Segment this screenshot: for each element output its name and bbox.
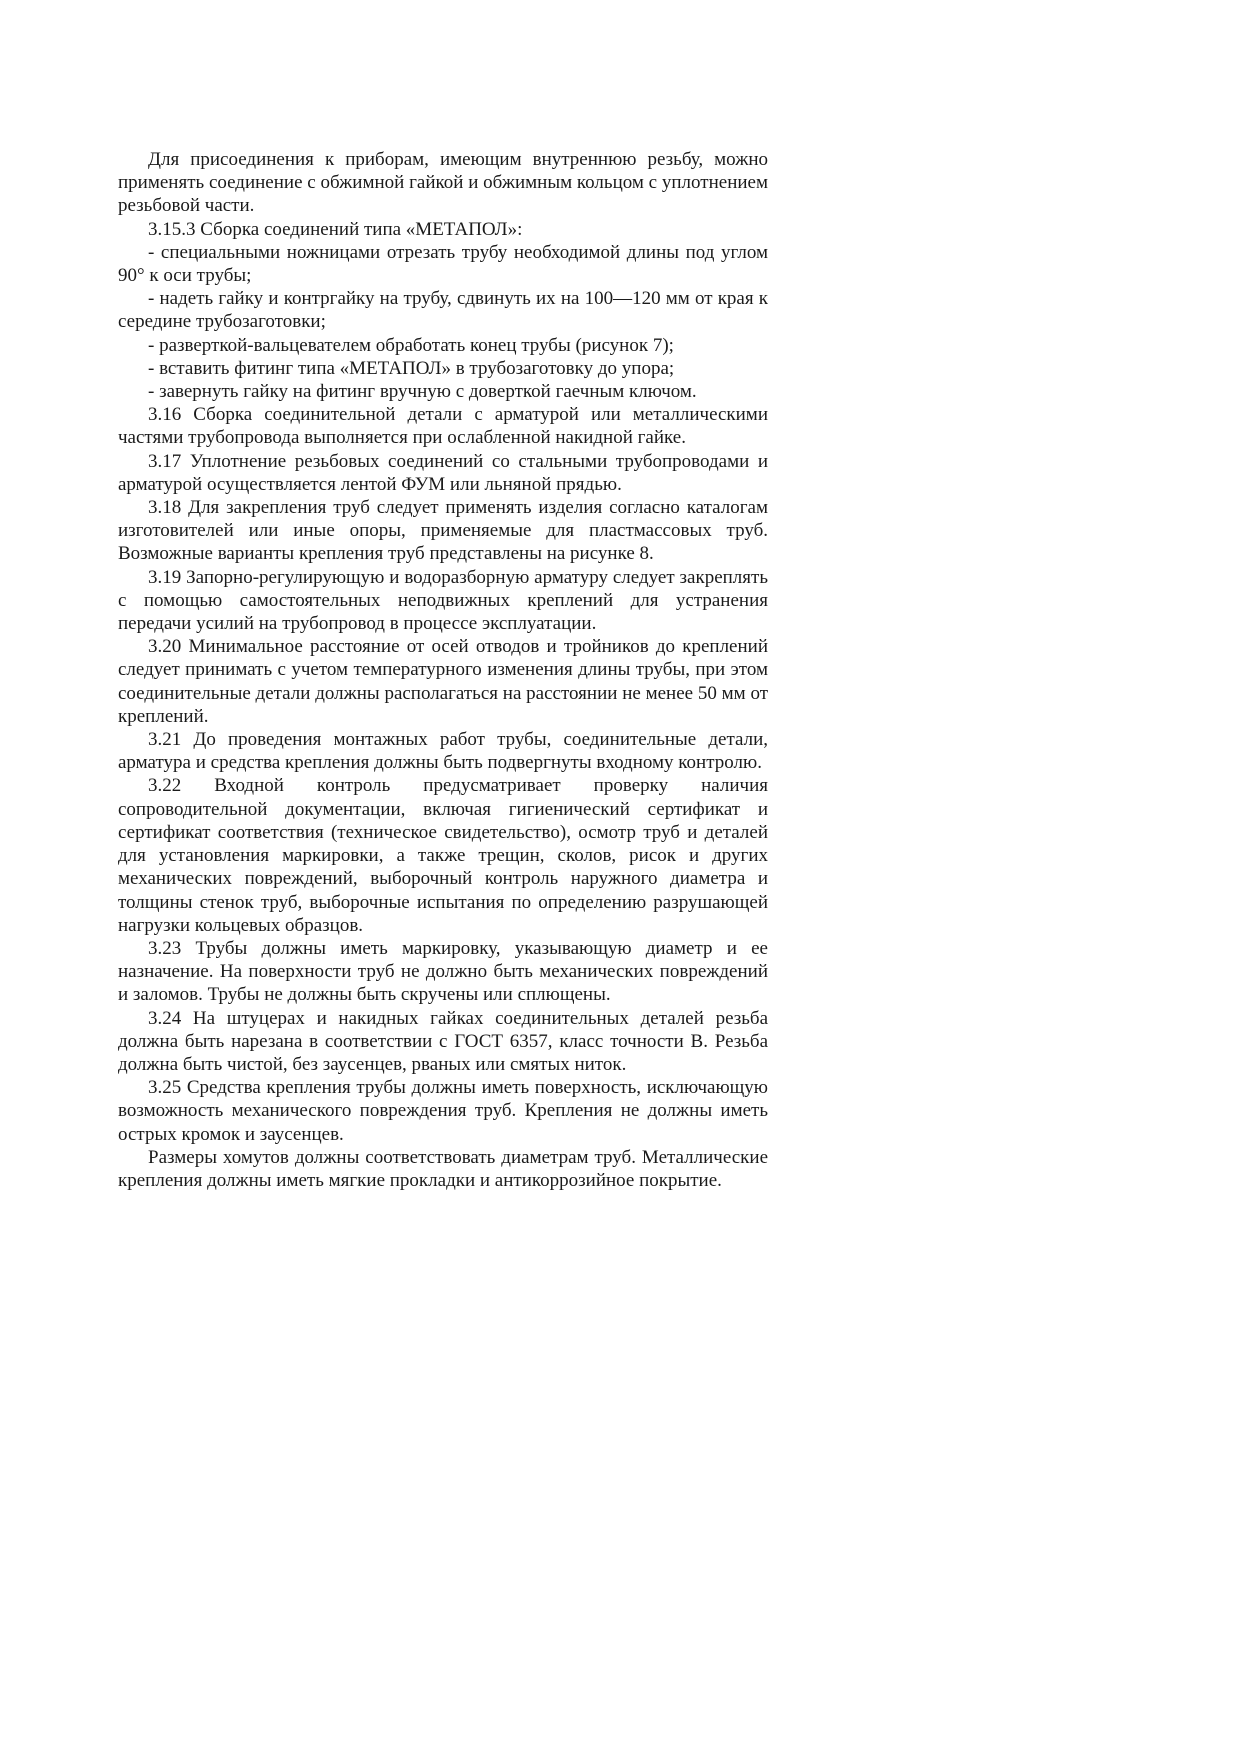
paragraph-3-21: 3.21 До проведения монтажных работ трубы, соединительные детали, арматура и средства крепления должны быть подвергнуты входному контролю. — [118, 729, 768, 774]
paragraph-3-25: 3.25 Средства крепления трубы должны иметь поверхность, исключающую возможность механического повреждения труб. Крепления не должны иметь острых кромок и заусенцев. — [118, 1077, 768, 1145]
list-item-insert-fitting: - вставить фитинг типа «МЕТАПОЛ» в трубозаготовку до упора; — [148, 357, 675, 379]
list-item-cut-pipe: - специальными ножницами отрезать трубу необходимой длины под углом 90° к оси трубы; — [118, 241, 768, 287]
paragraph-clamp-sizes: Размеры хомутов должны соответствовать диаметрам труб. Металлические крепления должны иметь мягкие прокладки и антикоррозийное покрытие. — [118, 1146, 768, 1191]
paragraph-3-20: 3.20 Минимальное расстояние от осей отводов и тройников до креплений следует принимать с учетом температурного изменения длины трубы, при этом соединительные детали должны располагаться на расстоянии не менее 50 мм от креплений. — [118, 636, 768, 727]
paragraph-3-15-3-heading: 3.15.3 Сборка соединений типа «МЕТАПОЛ»: — [148, 218, 523, 240]
paragraph-3-19: 3.19 Запорно-регулирующую и водоразборную арматуру следует закреплять с помощью самостоятельных неподвижных креплений для устранения передачи усилий на трубопровод в процессе эксплуатации. — [118, 566, 768, 635]
body-text — [118, 148, 768, 1192]
paragraph-3-17: 3.17 Уплотнение резьбовых соединений со стальными трубопроводами и арматурой осуществляется лентой ФУМ или льняной прядью. — [118, 450, 768, 495]
paragraph-3-22: 3.22 Входной контроль предусматривает проверку наличия сопроводительной документации, включая гигиенический сертификат и сертификат соответствия (техническое свидетельство), осмотр труб и деталей для установления маркировки, а также трещин, сколов, рисок и других механических повреждений, выборочный контроль наружного диаметра и толщины стенок труб, выборочные испытания по определению разрушающей нагрузки кольцевых образцов. — [118, 775, 768, 936]
paragraph-3-23: 3.23 Трубы должны иметь маркировку, указывающую диаметр и ее назначение. На поверхности труб не должно быть механических повреждений и заломов. Трубы не должны быть скручены или сплющены. — [118, 937, 768, 1006]
paragraph-3-18: 3.18 Для закрепления труб следует применять изделия согласно каталогам изготовителей или иные опоры, применяемые для пластмассовых труб. Возможные варианты крепления труб представлены на рисунке 8. — [118, 497, 768, 565]
paragraph-3-16: 3.16 Сборка соединительной детали с арматурой или металлическими частями трубопровода выполняется при ослабленной накидной гайке. — [118, 404, 768, 449]
list-item-ream-end: - разверткой-вальцевателем обработать конец трубы (рисунок 7); — [148, 334, 674, 356]
list-item-put-nut: - надеть гайку и контргайку на трубу, сдвинуть их на 100—120 мм от края к середине трубозаготовки; — [118, 288, 768, 333]
list-item-tighten-nut: - завернуть гайку на фитинг вручную с доверткой гаечным ключом. — [148, 381, 697, 403]
paragraph-3-24: 3.24 На штуцерах и накидных гайках соединительных деталей резьба должна быть нарезана в соответствии с ГОСТ 6357, класс точности В. Резьба должна быть чистой, без заусенцев, рваных или смятых ниток. — [118, 1007, 768, 1075]
paragraph-fitting-note: Для присоединения к приборам, имеющим внутреннюю резьбу, можно применять соединение с обжимной гайкой и обжимным кольцом с уплотнением резьбовой части. — [118, 149, 768, 217]
